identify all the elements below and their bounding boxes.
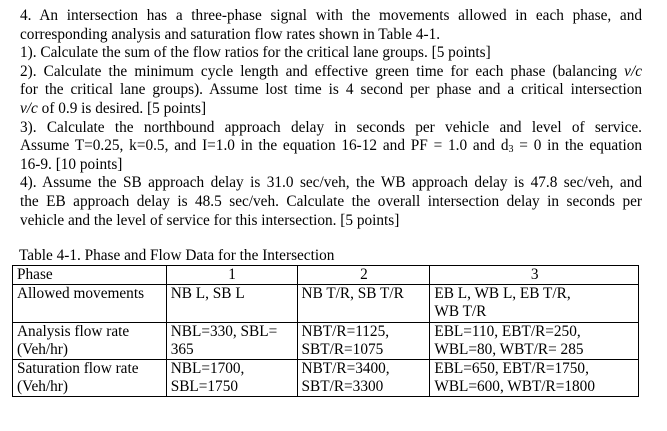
cell-line: NBL=330, SBL=	[170, 323, 278, 340]
subscript: 3	[508, 144, 514, 156]
part-3-text-end: = 0 in the equation	[513, 137, 643, 155]
cell-line: SBL=1750	[170, 378, 238, 395]
part-2-end-text: of 0.9 is desired. [5 points]	[37, 99, 207, 117]
cell-line: WBL=600, WBT/R=1800	[434, 378, 595, 395]
cell-line: WBL=80, WBT/R= 285	[434, 341, 584, 358]
cell-line: Analysis flow rate	[17, 323, 130, 340]
header-cell: 2	[297, 266, 430, 285]
cell-line: EB L, WB L, EB T/R,	[434, 285, 571, 302]
vc-term: v/c	[20, 99, 38, 117]
table-row	[13, 360, 639, 397]
cell-line: EBL=650, EBT/R=1750,	[434, 360, 589, 377]
table-cell	[166, 323, 297, 360]
cell-line: (Veh/hr)	[17, 341, 68, 358]
row-label	[13, 360, 167, 397]
part-2-cont: for the critical lane groups). Assume lost time is 4 second per phase and a critical intersection	[20, 81, 642, 99]
table-header-row	[13, 266, 639, 285]
row-label: Allowed movements	[13, 285, 167, 323]
cell-line: NBT/R=1125,	[301, 323, 390, 340]
question-intro: 4. An intersection has a three-phase signal with the movements allowed in each phase, and	[20, 7, 642, 24]
part-2	[20, 63, 642, 82]
table-cell	[430, 323, 639, 360]
header-cell: 1	[166, 266, 297, 285]
part-2-text: 2). Calculate the minimum cycle length and effective green time for each phase (balancing	[20, 62, 618, 80]
cell-line: NBT/R=3400,	[301, 360, 390, 377]
table-cell	[430, 285, 639, 323]
cell-line: WB T/R	[434, 303, 487, 320]
vc-term: v/c	[624, 62, 642, 80]
table-caption: Table 4-1. Phase and Flow Data for the Intersection	[19, 247, 335, 264]
cell-line: Saturation flow rate	[17, 360, 139, 377]
part-3-end: 16-9. [10 points]	[20, 155, 123, 173]
part-3-text: Assume T=0.25, k=0.5, and I=1.0 in the equation 16-12 and PF = 1.0 and d	[20, 137, 509, 155]
cell-line: SBT/R=1075	[301, 341, 384, 358]
phase-flow-table	[12, 265, 639, 397]
part-4-cont: the EB approach delay is 48.5 sec/veh. Calculate the overall intersection delay in seconds per	[20, 192, 642, 210]
cell-line: (Veh/hr)	[17, 378, 68, 395]
part-4: 4). Assume the SB approach delay is 31.0 sec/veh, the WB approach delay is 47.8 sec/veh, and	[20, 174, 642, 192]
cell-line: SBT/R=3300	[301, 378, 384, 395]
table-cell	[166, 360, 297, 397]
question-intro-cont: corresponding analysis and saturation flow rates shown in Table 4-1.	[20, 25, 441, 43]
table-cell	[297, 323, 430, 360]
table-cell	[297, 360, 430, 397]
table-cell: NB T/R, SB T/R	[297, 285, 430, 323]
part-3: 3). Calculate the northbound approach delay in seconds per vehicle and level of service.	[20, 118, 642, 136]
table-row	[13, 323, 639, 360]
part-4-end: vehicle and the level of service for this intersection. [5 points]	[20, 211, 400, 229]
cell-line: NBL=1700,	[170, 360, 245, 377]
table-cell	[430, 360, 639, 397]
header-cell: 3	[430, 266, 639, 285]
header-cell: Phase	[13, 266, 167, 285]
part-2-end	[20, 100, 642, 119]
table-row	[13, 285, 639, 323]
cell-line: EBL=110, EBT/R=250,	[434, 323, 581, 340]
part-3-cont	[20, 137, 642, 156]
part-1: 1). Calculate the sum of the flow ratios for the critical lane groups. [5 points]	[20, 44, 491, 62]
cell-line: 365	[170, 341, 194, 358]
row-label	[13, 323, 167, 360]
question-text	[20, 7, 642, 230]
table-cell: NB L, SB L	[166, 285, 297, 323]
